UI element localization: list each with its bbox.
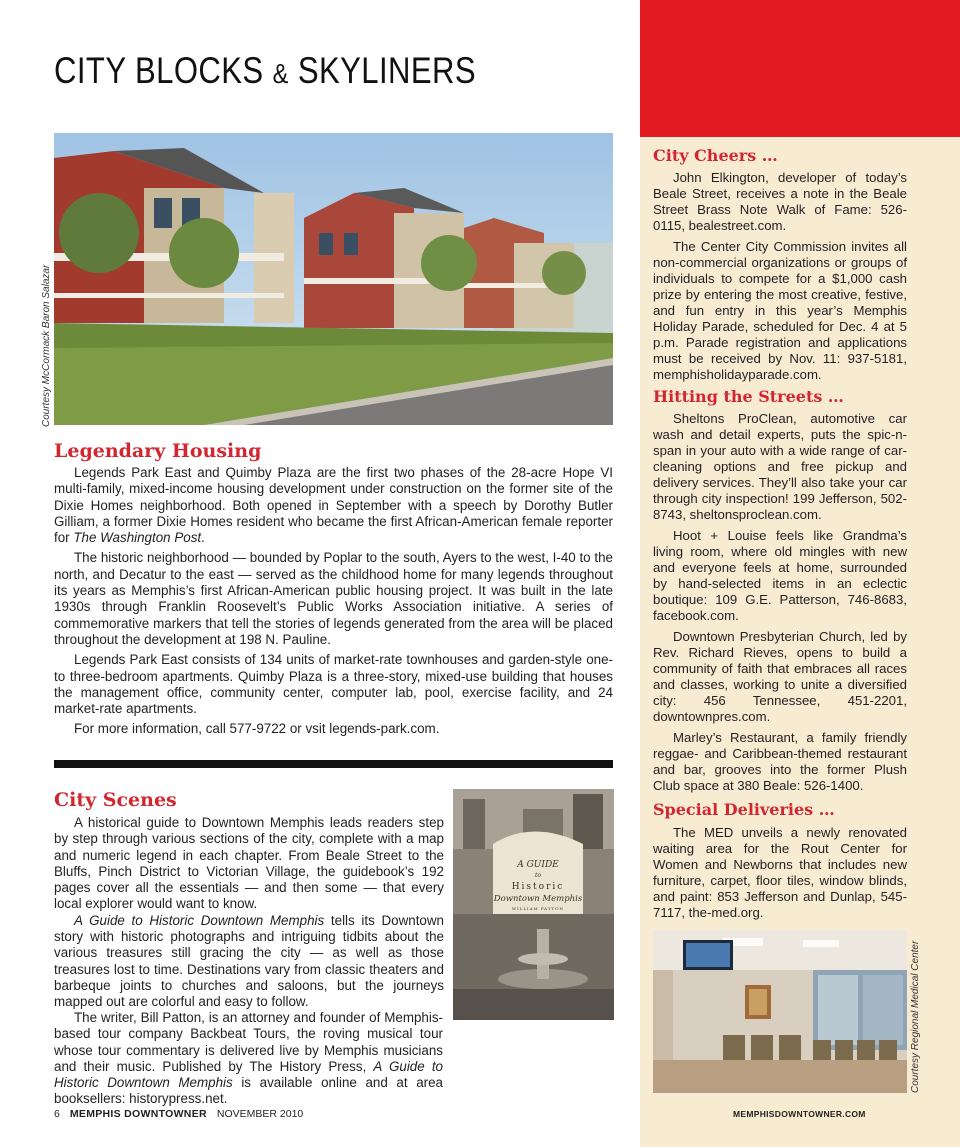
- special-deliveries-paragraph-1: The MED unveils a newly renovated waiting area for the Rout Center for Women and Newborns that includes new furniture, carpet, floor tiles, window blinds, and paint: 853 Jefferson and Dunlap, 545-7117, the-med.org.: [653, 825, 907, 920]
- housing-photo: [54, 133, 613, 425]
- legendary-housing-article: [54, 465, 613, 742]
- book-title: A Guide to Historic Downtown Memphis: [74, 912, 325, 928]
- hitting-streets-paragraph-1: Sheltons ProClean, automotive car wash and detail experts, puts the spic-n-span in your auto with a wide range of car-cleaning options and free pickup and delivery services. They’ll also take your car through city inspection! 199 Jefferson, 502-8743, sheltonsproclean.com.: [653, 411, 907, 522]
- book-title-repeat: A Guide to Historic Downtown Memphis: [54, 1058, 443, 1091]
- city-cheers-text: [653, 170, 907, 388]
- city-scenes-heading: City Scenes: [54, 789, 177, 811]
- waiting-room-photo-credit: Courtesy Regional Medical Center: [910, 940, 921, 1093]
- magazine-name: MEMPHIS DOWNTOWNER: [69, 1108, 207, 1120]
- title-part-2: SKYLINERS: [288, 50, 477, 91]
- special-deliveries-text: [653, 825, 907, 926]
- book-cover-line-3: Historic: [511, 882, 565, 892]
- hitting-streets-text: [653, 411, 907, 799]
- hitting-streets-paragraph-2: Hoot + Louise feels like Grandma’s living room, where old mingles with new and everyone feels at home, surrounded by hand-selected items in an eclectic boutique: 109 G.E. Patterson, 746-8683, facebook.com.: [653, 528, 907, 623]
- newspaper-title: The Washington Post: [73, 530, 202, 546]
- hitting-streets-heading: Hitting the Streets …: [653, 387, 844, 406]
- city-scenes-paragraph-1: A historical guide to Downtown Memphis leads readers step by step through various sections of the city, complete with a map and numeric legend in each chapter. From Beale Street to the Bluffs, Pinch District to Victorian Village, the guidebook’s 192 pages cover all the essentials — and then some — that every local explorer would want to know.: [54, 815, 444, 912]
- legendary-housing-paragraph-2: The historic neighborhood — bounded by Poplar to the south, Ayers to the west, I-40 to the north, and Decatur to the east — served as the childhood home for many legends throughout its years as Memphis’s first African-American public housing project. It was built in the late 1930s through Franklin Roosevelt’s Public Works Association initiative. A series of commemorative markers that tell the stories of legends generated from the area will be placed throughout the development at 198 N. Pauline.: [54, 550, 613, 647]
- section-divider: [54, 760, 613, 768]
- footer-website: MEMPHISDOWNTOWNER.COM: [733, 1109, 866, 1119]
- city-cheers-paragraph-1: John Elkington, developer of today’s Beale Street, receives a note in the Beale Street Brass Note Walk of Fame: 526-0115, bealestreet.com.: [653, 170, 907, 233]
- sidebar-red-band: [640, 0, 960, 137]
- housing-photo-credit: Courtesy McCormack Baron Salazar: [41, 264, 52, 427]
- city-scenes-paragraph-2: A Guide to Historic Downtown Memphis tells its Downtown story with historic photographs and intriguing tidbits about the various treasures still gracing the city — as well as those treasures lost to time. Destinations vary from classic theaters and barbeque joints to churches and saloons, but the journeys mapped out are colorful and easy to follow.: [54, 912, 445, 1010]
- city-scenes-article: [54, 815, 444, 1011]
- city-cheers-heading: City Cheers …: [653, 146, 778, 165]
- city-cheers-paragraph-2: The Center City Commission invites all non-commercial organizations or groups of individuals to compete for a $1,000 cash prize by entering the most creative, festive, and fun entry in this year’s Memphis Holiday Parade, scheduled for Dec. 4 at 5 p.m. Parade registration and applications must be received by Nov. 11: 937-5181, memphisholidayparade.com.: [653, 239, 907, 382]
- book-cover-image: [453, 789, 614, 1020]
- book-cover-author: WILLIAM PATTON: [511, 906, 565, 911]
- book-cover-line-2: to: [534, 872, 542, 879]
- city-scenes-paragraph-3: The writer, Bill Patton, is an attorney and founder of Memphis-based tour company Backbeat Tours, the roving musical tour whose tour commentary is delivered live by Memphis musicians and their music. Published by The History Press, A Guide to Historic Downtown Memphis is available online and at area booksellers: historypress.net.: [54, 1010, 443, 1107]
- special-deliveries-heading: Special Deliveries …: [653, 800, 835, 819]
- legendary-housing-paragraph-1: Legends Park East and Quimby Plaza are the first two phases of the 28-acre Hope VI multi-family, mixed-income housing development under construction on the former site of the Dixie Homes neighborhood. Both opened in September with a speech by Dorothy Butler Gilliam, a former Dixie Homes resident who became the first African-American female reporter for The Washington Post.: [54, 465, 613, 546]
- title-part-1: CITY BLOCKS: [54, 50, 273, 91]
- legendary-housing-paragraph-4: For more information, call 577-9722 or vsit legends-park.com.: [74, 721, 440, 737]
- page-number: 6: [54, 1108, 60, 1120]
- waiting-room-photo: [653, 930, 907, 1093]
- title-ampersand: &: [272, 58, 289, 89]
- issue-date: NOVEMBER 2010: [216, 1108, 304, 1120]
- book-cover-line-1: A GUIDE: [517, 860, 559, 870]
- hitting-streets-paragraph-3: Downtown Presbyterian Church, led by Rev. Richard Rieves, opens to build a community of faith that embraces all races and classes, working to unite a diversified city: 456 Tennessee, 451-2201, downtownpres.com.: [653, 629, 907, 724]
- footer-folio: [54, 1108, 303, 1120]
- legendary-housing-heading: Legendary Housing: [54, 440, 262, 462]
- page-title: [54, 50, 476, 92]
- hitting-streets-paragraph-4: Marley’s Restaurant, a family friendly reggae- and Caribbean-themed restaurant and bar, grooves into the former Plush Club space at 380 Beale: 526-1400.: [653, 730, 907, 793]
- book-cover-line-4: Downtown Memphis: [493, 894, 583, 904]
- legendary-housing-paragraph-3: Legends Park East consists of 134 units of market-rate townhouses and garden-style one- to three-bedroom apartments. Quimby Plaza is a three-story, mixed-use building that houses the management office, community center, computer lab, pool, exercise facility, and 24 market-rate apartments.: [54, 652, 613, 717]
